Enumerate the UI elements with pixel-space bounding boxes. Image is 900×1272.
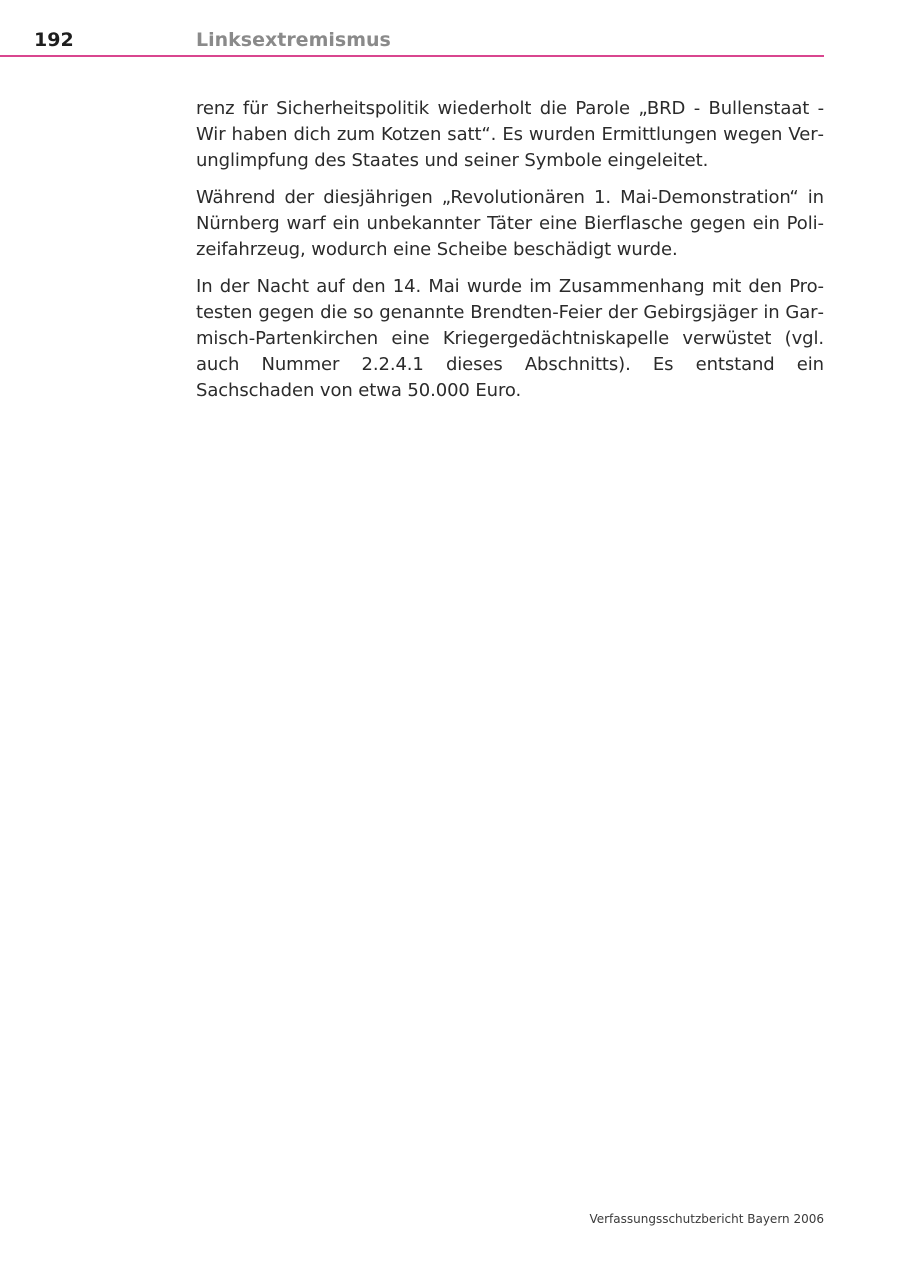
page-header — [0, 0, 824, 57]
section-title: Linksextremismus — [196, 29, 391, 51]
page-footer: Verfassungsschutzbericht Bayern 2006 — [589, 1212, 824, 1226]
paragraph: renz für Sicherheitspolitik wiederholt die Parole „BRD - Bullenstaat - Wir haben dich zum Kotzen satt“. Es wurden Ermittlungen wegen Verunglimpfung des Staates und seiner Symbole eingeleitet. — [196, 98, 824, 171]
paragraph: In der Nacht auf den 14. Mai wurde im Zusammenhang mit den Protesten gegen die so genannte Brendten-Feier der Gebirgsjäger in Garmisch-Partenkirchen eine Kriegergedächtniskapelle verwüstet (vgl. auch Nummer 2.2.4.1 dieses Abschnitts). Es entstand ein Sachschaden von etwa 50.000 Euro. — [196, 276, 824, 401]
paragraph: Während der diesjährigen „Revolutionären 1. Mai-Demonstration“ in Nürnberg warf ein unbekannter Täter eine Bierflasche gegen ein Polizeifahrzeug, wodurch eine Scheibe beschädigt wurde. — [196, 187, 824, 260]
page-number: 192 — [34, 29, 74, 51]
body-text — [196, 96, 824, 415]
